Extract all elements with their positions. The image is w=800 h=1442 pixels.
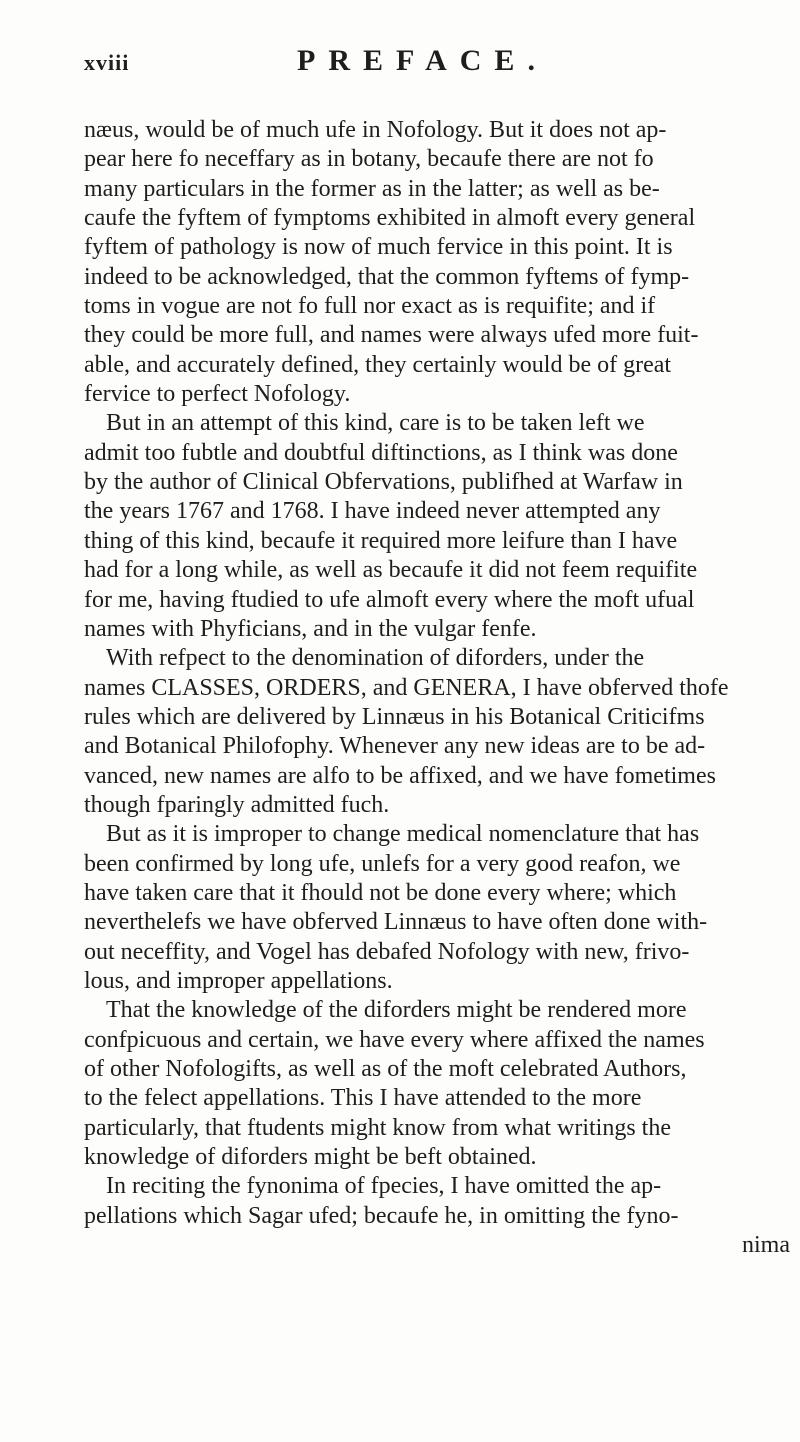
text-line: by the author of Clinical Obfervations, publifhed at Warfaw in [84,469,683,496]
text-line: pellations which Sagar ufed; becaufe he, in omitting the fyno- [84,1202,679,1229]
page-number: xviii [84,50,130,75]
text-line: names with Phyficians, and in the vulgar fenfe. [84,615,537,642]
text-line: rules which are delivered by Linnæus in his Botanical Criticifms [84,703,705,730]
text-line: had for a long while, as well as becaufe it did not feem requifite [84,557,698,584]
text-line: pear here fo neceffary as in botany, becaufe there are not fo [84,146,654,173]
text-line: have taken care that it fhould not be done every where; which [84,879,677,906]
text-line: out neceffity, and Vogel has debafed Nofology with new, frivo- [84,938,690,965]
text-line: confpicuous and certain, we have every where affixed the names [84,1026,705,1053]
text-line: caufe the fyftem of fymptoms exhibited in almoft every general [84,205,696,232]
text-line: able, and accurately defined, they certainly would be of great [84,351,672,378]
text-line: næus, would be of much ufe in Nofology. But it does not ap- [84,117,667,143]
text-line: and Botanical Philofophy. Whenever any new ideas are to be ad- [84,733,706,760]
text-line: many particulars in the former as in the latter; as well as be- [84,175,660,202]
text-line: toms in vogue are not fo full nor exact as is requifite; and if [84,293,656,320]
text-line: for me, having ftudied to ufe almoft every where the moft ufual [84,586,695,613]
text-line: indeed to be acknowledged, that the common fyftems of fymp- [84,263,690,290]
text-line: In reciting the fynonima of fpecies, I have omitted the ap- [106,1173,662,1200]
catchword: nima [742,1232,790,1259]
text-line: But in an attempt of this kind, care is to be taken left we [106,410,645,437]
text-line: though fparingly admitted fuch. [84,791,390,818]
text-line: names CLASSES, ORDERS, and GENERA, I have obferved thofe [84,674,729,701]
text-line: fyftem of pathology is now of much fervice in this point. It is [84,234,673,261]
text-line: particularly, that ftudents might know from what writings the [84,1114,671,1141]
text-line: neverthelefs we have obferved Linnæus to have often done with- [84,909,708,936]
text-line: But as it is improper to change medical nomenclature that has [106,821,700,848]
text-line: admit too fubtle and doubtful diftinctions, as I think was done [84,439,678,466]
text-line: With refpect to the denomination of diforders, under the [106,645,645,672]
text-line: the years 1767 and 1768. I have indeed never attempted any [84,498,661,525]
running-title: PREFACE. [297,44,548,77]
text-line: they could be more full, and names were always ufed more fuit- [84,322,699,349]
text-line: knowledge of diforders might be beft obtained. [84,1144,537,1171]
running-head [84,44,784,84]
text-line: to the felect appellations. This I have attended to the more [84,1085,642,1112]
text-line: thing of this kind, becaufe it required more leifure than I have [84,527,678,554]
text-line: been confirmed by long ufe, unlefs for a very good reafon, we [84,850,681,877]
text-line: lous, and improper appellations. [84,967,393,994]
text-line: That the knowledge of the diforders might be rendered more [106,997,687,1024]
body-text [84,116,792,1260]
text-line: vanced, new names are alfo to be affixed, and we have fometimes [84,762,716,789]
text-line: of other Nofologifts, as well as of the moft celebrated Authors, [84,1056,687,1082]
text-line: fervice to perfect Nofology. [84,381,351,408]
